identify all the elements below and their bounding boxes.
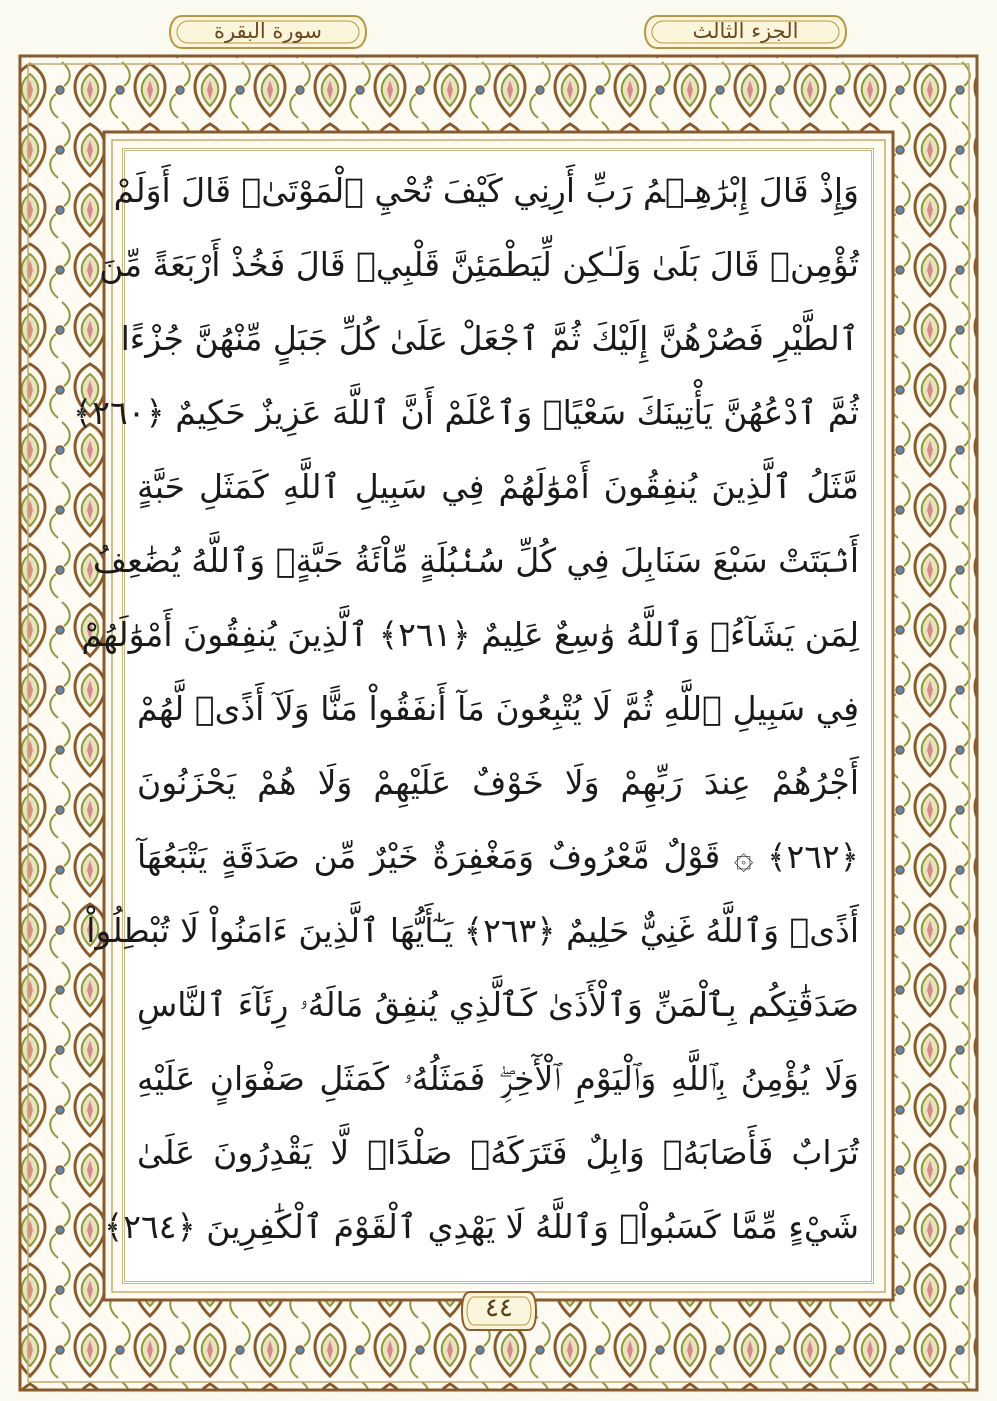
juz-title: الجزء الثالث (692, 19, 799, 43)
text-line: ٱلطَّيْرِ فَصُرْهُنَّ إِلَيْكَ ثُمَّ ٱجْعَلْ عَلَىٰ كُلِّ جَبَلٍ مِّنْهُنَّ جُزْءًا (120, 319, 859, 358)
juz-header (643, 14, 848, 50)
text-line: ﴿٢٦٢﴾ ۞ قَوْلٌ مَّعْرُوفٌ وَمَغْفِرَةٌ خَيْرٌ مِّن صَدَقَةٍ يَتْبَعُهَآ (137, 837, 859, 876)
page-number: ٤٤ (485, 1293, 513, 1323)
text-line: أَذًىۗ وَٱللَّهُ غَنِيٌّ حَلِيمٌ ﴿٢٦٣﴾ يَـٰٓأَيُّهَا ٱلَّذِينَ ءَامَنُواْ لَا تُبْطِلُواْ (86, 911, 859, 950)
surah-header (168, 14, 368, 50)
text-line: صَدَقَٰتِكُم بِٱلْمَنِّ وَٱلْأَذَىٰ كَٱلَّذِي يُنفِقُ مَالَهُۥ رِئَآءَ ٱلنَّاسِ (137, 985, 859, 1024)
quran-text-panel (72, 148, 874, 1284)
surah-title: سورة البقرة (213, 19, 323, 43)
text-line: تُرَابٌ فَأَصَابَهُۥ وَابِلٌ فَتَرَكَهُۥ صَلْدًاۖ لَّا يَقْدِرُونَ عَلَىٰ (137, 1133, 859, 1172)
text-line: وَإِذْ قَالَ إِبْرَٰهِـۧمُ رَبِّ أَرِنِي كَيْفَ تُحْيِ ٱلْمَوْتَىٰۖ قَالَ أَوَلَمْ (113, 171, 859, 210)
text-line: لِمَن يَشَآءُۗ وَٱللَّهُ وَٰسِعٌ عَلِيمٌ ﴿٢٦١﴾ ٱلَّذِينَ يُنفِقُونَ أَمْوَٰلَهُمْ (81, 615, 859, 654)
text-line: فِي سَبِيلِ ٱللَّهِ ثُمَّ لَا يُتْبِعُونَ مَآ أَنفَقُواْ مَنًّا وَلَآ أَذًىۙ لَّهُمْ (137, 689, 859, 728)
text-line: شَيْءٍ مِّمَّا كَسَبُواْۗ وَٱللَّهُ لَا يَهْدِي ٱلْقَوْمَ ٱلْكَٰفِرِينَ ﴿٢٦٤﴾ (103, 1207, 859, 1246)
text-line: تُؤْمِنۖ قَالَ بَلَىٰ وَلَـٰكِن لِّيَطْمَئِنَّ قَلْبِيۖ قَالَ فَخُذْ أَرْبَعَةً مِّنَ (99, 245, 859, 284)
text-line: أَجْرُهُمْ عِندَ رَبِّهِمْ وَلَا خَوْفٌ عَلَيْهِمْ وَلَا هُمْ يَحْزَنُونَ (137, 763, 859, 802)
page-number-badge (460, 1290, 538, 1332)
text-line: مَّثَلُ ٱلَّذِينَ يُنفِقُونَ أَمْوَٰلَهُمْ فِي سَبِيلِ ٱللَّهِ كَمَثَلِ حَبَّةٍ (137, 467, 859, 506)
text-line: ثُمَّ ٱدْعُهُنَّ يَأْتِينَكَ سَعْيًاۚ وَٱعْلَمْ أَنَّ ٱللَّهَ عَزِيزٌ حَكِيمٌ ﴿٢٦٠﴾ (72, 393, 859, 432)
text-line: وَلَا يُؤْمِنُ بِٱللَّهِ وَٱلْيَوْمِ ٱلْأٓخِرِۖ فَمَثَلُهُۥ كَمَثَلِ صَفْوَانٍ عَلَيْهِ (137, 1059, 859, 1098)
text-line: أَنۢبَتَتْ سَبْعَ سَنَابِلَ فِي كُلِّ سُنۢبُلَةٍ مِّاْئَةُ حَبَّةٍۗ وَٱللَّهُ يُضَٰعِفُ (92, 541, 859, 580)
